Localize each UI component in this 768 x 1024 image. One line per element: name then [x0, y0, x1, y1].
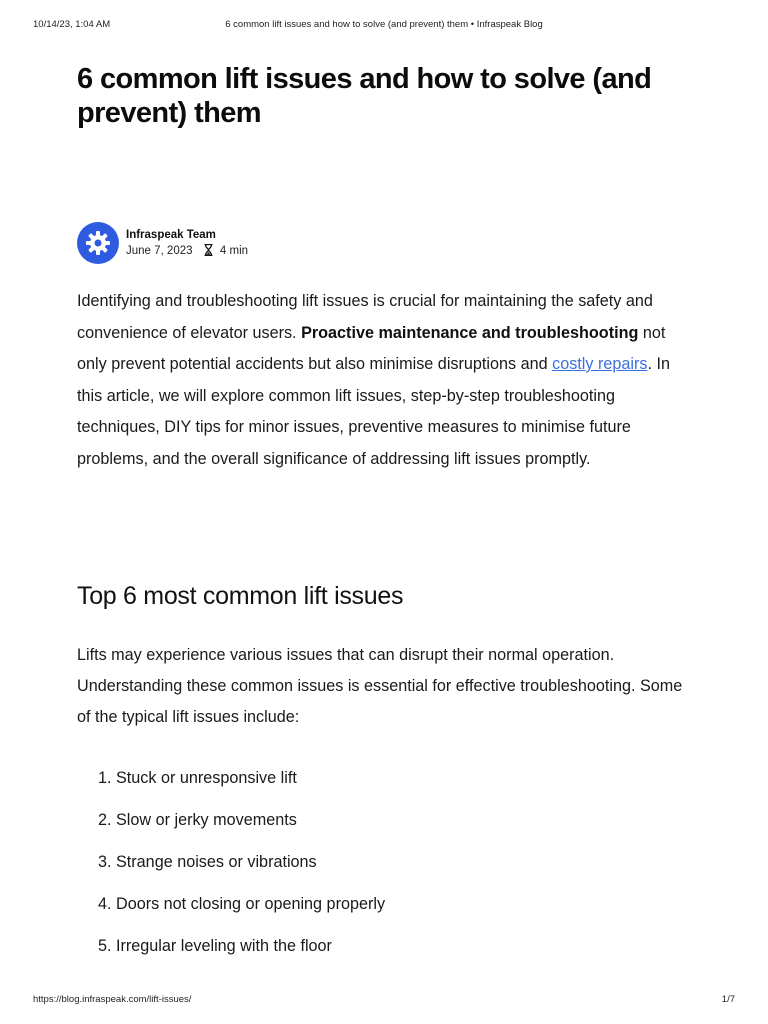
intro-text-3: . In this article, we will explore common lift issues, step-by-step troubleshooting techniques, DIY tips for minor issues, preventive measures to minimise future problems, and the overall significance of addressing lift issues promptly.: [77, 355, 670, 468]
list-item: 3. Strange noises or vibrations: [98, 853, 317, 871]
costly-repairs-link[interactable]: costly repairs: [552, 355, 648, 373]
author-name[interactable]: Infraspeak Team: [126, 229, 216, 241]
print-url: https://blog.infraspeak.com/lift-issues/: [33, 994, 192, 1005]
author-meta: [126, 244, 248, 259]
section-paragraph: Lifts may experience various issues that can disrupt their normal operation. Understanding these common issues is essential for effective troubleshooting. Some of the typical lift issues include:: [77, 646, 683, 726]
intro-text-2: not only prevent potential accidents but also minimise disruptions and: [77, 323, 666, 373]
list-item: 4. Doors not closing or opening properly: [98, 895, 386, 913]
list-item: 5. Irregular leveling with the floor: [98, 937, 332, 955]
intro-bold: Proactive maintenance and troubleshooting: [301, 323, 639, 342]
print-datetime: 10/14/23, 1:04 AM: [33, 19, 111, 30]
print-page-number: 1/7: [721, 994, 735, 1005]
intro-text-1: Identifying and troubleshooting lift issues is crucial for maintaining the safety and convenience of elevator users.: [77, 292, 653, 342]
intro-paragraph: [77, 286, 697, 475]
hourglass-icon: [204, 244, 213, 259]
issues-list: [77, 762, 677, 972]
section-heading: Top 6 most common lift issues: [77, 582, 404, 610]
author-avatar[interactable]: [77, 222, 119, 264]
publish-date: June 7, 2023: [126, 245, 193, 257]
article-title: 6 common lift issues and how to solve (and prevent) them: [77, 63, 652, 129]
print-footer: [0, 994, 768, 1008]
article: [77, 62, 697, 955]
author-byline: [77, 222, 477, 268]
gear-icon: [77, 222, 119, 264]
list-item: 1. Stuck or unresponsive lift: [98, 769, 297, 787]
list-item: 2. Slow or jerky movements: [98, 811, 297, 829]
read-time: 4 min: [219, 245, 249, 257]
print-header: [0, 19, 768, 33]
print-page-title: 6 common lift issues and how to solve (and prevent) them • Infraspeak Blog: [225, 19, 543, 30]
